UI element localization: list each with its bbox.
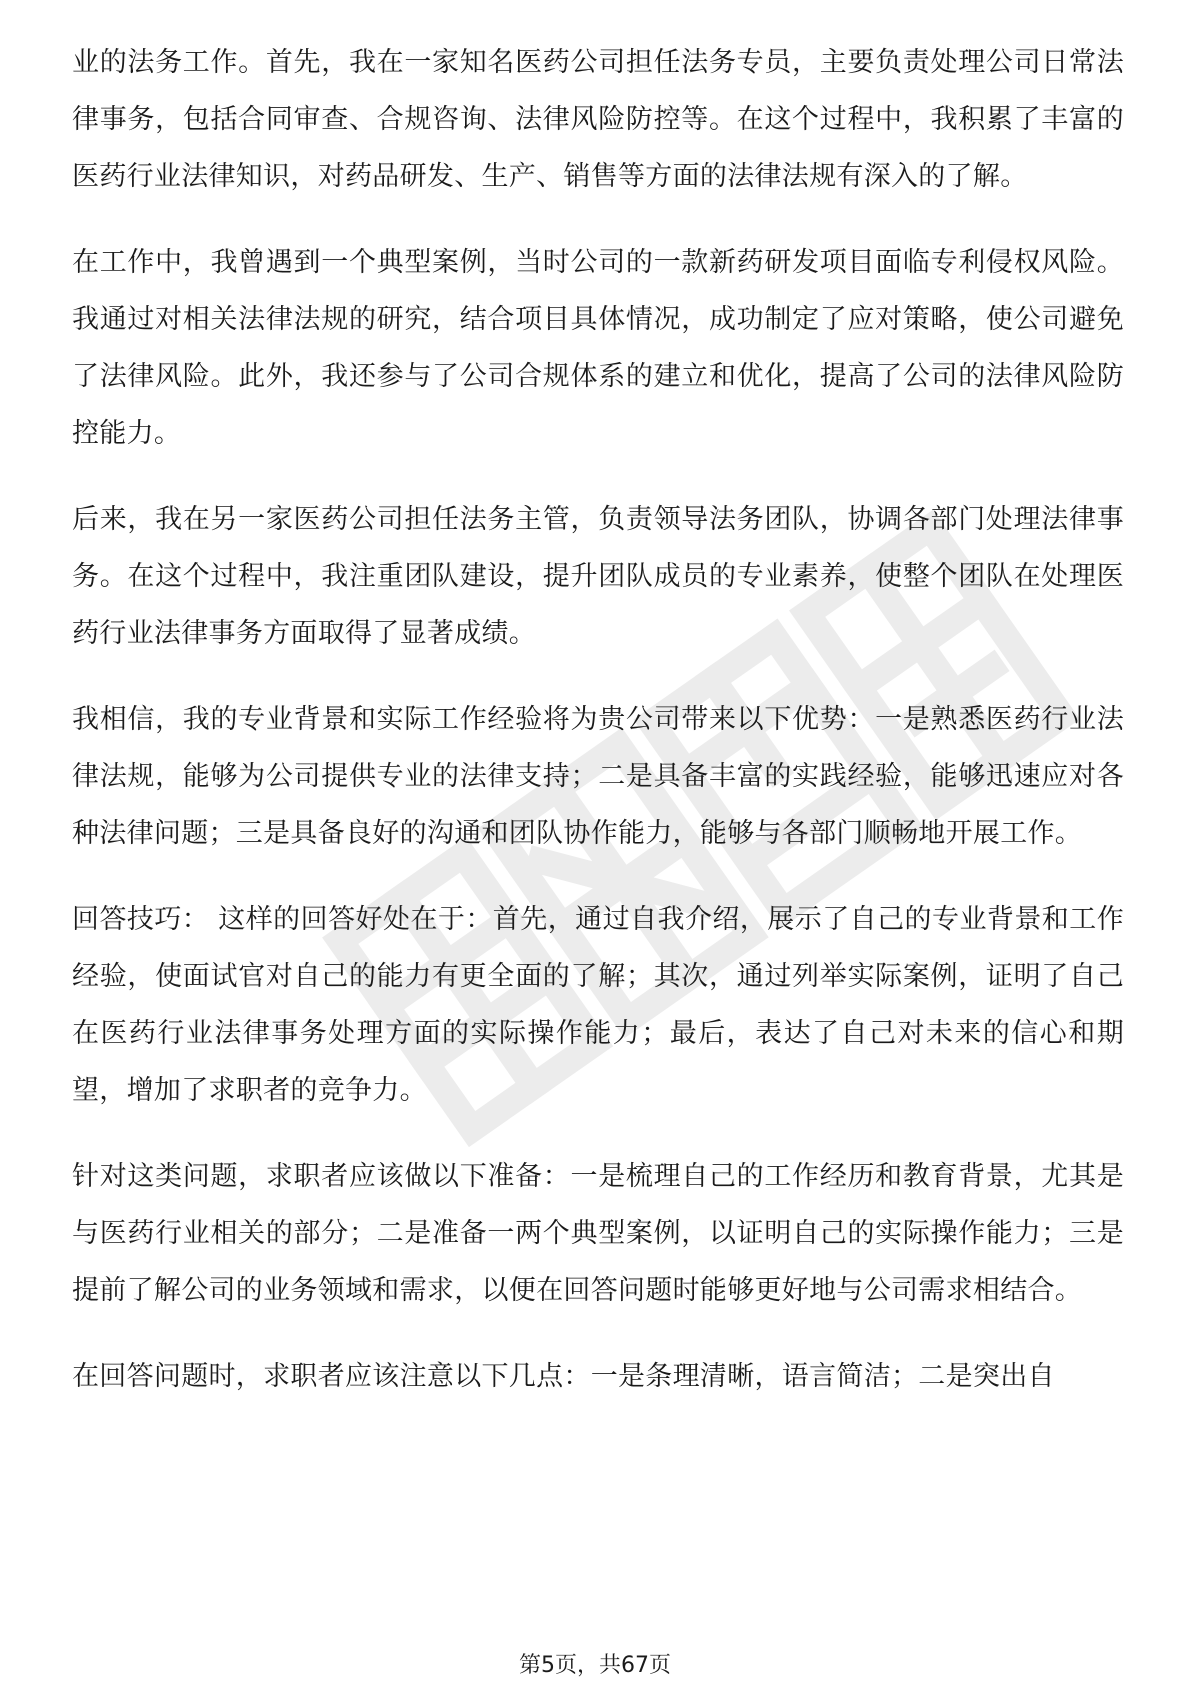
paragraph: 在回答问题时，求职者应该注意以下几点：一是条理清晰，语言简洁；二是突出自 xyxy=(72,1361,1055,1392)
paragraph: 在工作中，我曾遇到一个典型案例，当时公司的一款新药研发项目面临专利侵权风险。我通过对相关法律法规的研究，结合项目具体情况，成功制定了应对策略，使公司避免了法律风险。此外，我还参与了公司合规体系的建立和优化，提高了公司的法律风险防控能力。 xyxy=(72,247,1124,449)
paragraph: 我相信，我的专业背景和实际工作经验将为贵公司带来以下优势：一是熟悉医药行业法律法规，能够为公司提供专业的法律支持；二是具备丰富的实践经验，能够迅速应对各种法律问题；三是具备良好的沟通和团队协作能力，能够与各部门顺畅地开展工作。 xyxy=(72,704,1124,849)
paragraph: 后来，我在另一家医药公司担任法务主管，负责领导法务团队，协调各部门处理法律事务。在这个过程中，我注重团队建设，提升团队成员的专业素养，使整个团队在处理医药行业法律事务方面取得了显著成绩。 xyxy=(72,504,1124,649)
paragraph: 业的法务工作。首先，我在一家知名医药公司担任法务专员，主要负责处理公司日常法律事务，包括合同审查、合规咨询、法律风险防控等。在这个过程中，我积累了丰富的医药行业法律知识，对药品研发、生产、销售等方面的法律法规有深入的了解。 xyxy=(72,47,1124,192)
paragraph: 针对这类问题，求职者应该做以下准备：一是梳理自己的工作经历和教育背景，尤其是与医药行业相关的部分；二是准备一两个典型案例，以证明自己的实际操作能力；三是提前了解公司的业务领域和需求，以便在回答问题时能够更好地与公司需求相结合。 xyxy=(72,1161,1124,1306)
page-body xyxy=(72,34,1124,1434)
paragraph: 回答技巧： 这样的回答好处在于：首先，通过自我介绍，展示了自己的专业背景和工作经验，使面试官对自己的能力有更全面的了解；其次，通过列举实际案例，证明了自己在医药行业法律事务处理方面的实际操作能力；最后，表达了自己对未来的信心和期望，增加了求职者的竞争力。 xyxy=(72,904,1124,1106)
page-footer: 第5页，共67页 xyxy=(519,1653,671,1678)
